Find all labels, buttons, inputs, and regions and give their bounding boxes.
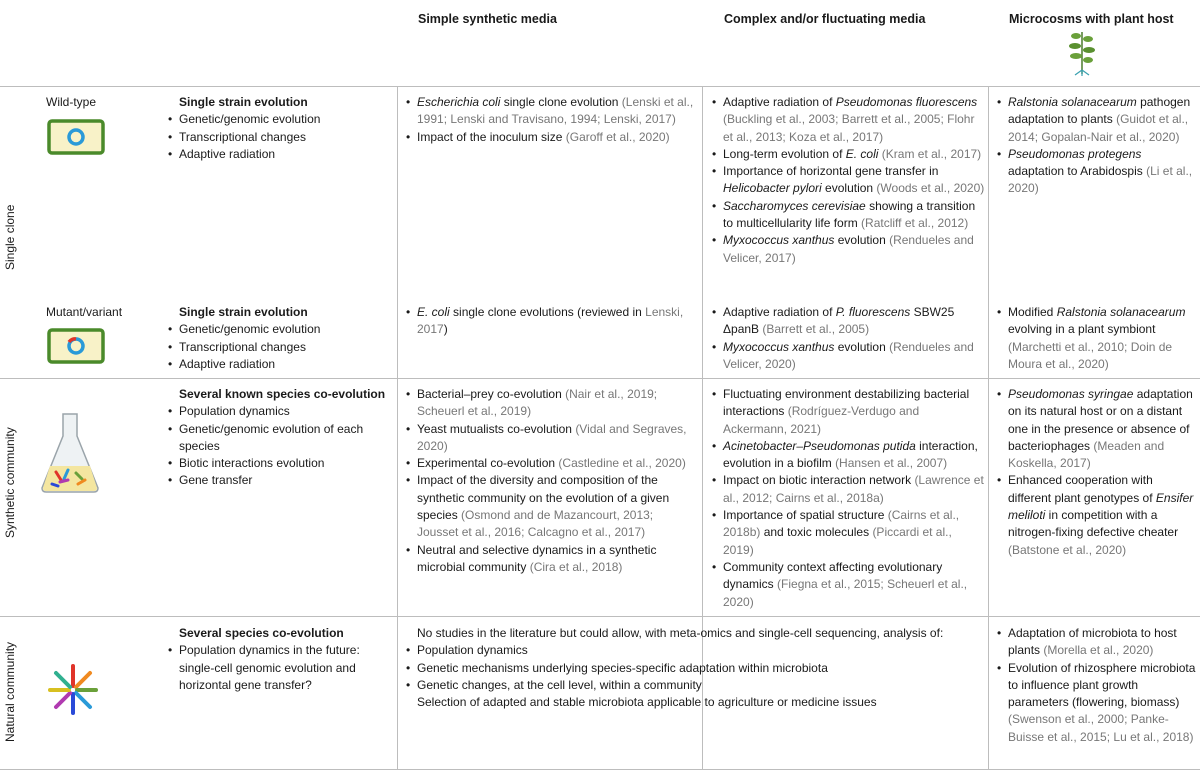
list-item: • Adaptive radiation — [167, 146, 387, 163]
list-item: • Experimental co-evolution (Castledine et al., 2020) — [405, 455, 695, 472]
plant-icon — [1065, 26, 1099, 76]
natural-tail: Selection of adapted and stable microbiota applicable to agriculture or medicine issues — [417, 695, 877, 710]
mutant-simple-cell — [405, 304, 695, 339]
list-item: • Gene transfer — [167, 472, 392, 489]
natural-media-cell — [405, 625, 945, 711]
list-item: • Genetic mechanisms underlying species-specific adaptation within microbiota — [405, 660, 945, 677]
list-item: • Bacterial–prey co-evolution (Nair et al., 2019; Scheuerl et al., 2019) — [405, 386, 695, 421]
list-item: • Pseudomonas protegens adaptation to Arabidospis (Li et al., 2020) — [996, 146, 1196, 198]
list-item: • Adaptive radiation of Pseudomonas fluorescens (Buckling et al., 2003; Barrett et al., 2005; Flohr et al., 2013; Koza et al., 2017) — [711, 94, 985, 146]
list-item: • Genetic/genomic evolution — [167, 111, 387, 128]
list-item: • Population dynamics — [167, 403, 392, 420]
bacterium-cell-icon — [47, 119, 105, 155]
list-item: • Transcriptional changes — [167, 339, 387, 356]
list-item: • Pseudomonas syringae adaptation on its natural host or on a distant one in the presence or absence of bacteriophages (Meaden and Koskella, 2017) — [996, 386, 1196, 472]
list-item: • Genetic/genomic evolution of each species — [167, 421, 392, 456]
mutant-plant-cell — [996, 304, 1196, 373]
list-item: • Genetic changes, at the cell level, within a community — [405, 677, 945, 694]
wild-complex-cell — [711, 94, 985, 267]
list-item: • Transcriptional changes — [167, 129, 387, 146]
group-label-synthetic: Synthetic community — [3, 427, 17, 538]
mutant-title: Single strain evolution — [179, 305, 308, 319]
list-item: • Yeast mutualists co-evolution (Vidal and Segraves, 2020) — [405, 421, 695, 456]
list-item: • Ralstonia solanacearum pathogen adaptation to plants (Guidot et al., 2014; Gopalan-Nair et al., 2020) — [996, 94, 1196, 146]
natural-title: Several species co-evolution — [179, 626, 344, 640]
group-label-natural: Natural community — [3, 641, 17, 742]
synthetic-title: Several known species co-evolution — [179, 387, 386, 401]
synthetic-simple-cell — [405, 386, 695, 576]
wild-plant-cell — [996, 94, 1196, 198]
list-item: • Biotic interactions evolution — [167, 455, 392, 472]
synthetic-complex-cell — [711, 386, 985, 611]
wild-title: Single strain evolution — [179, 95, 308, 109]
list-item: • Adaptive radiation — [167, 356, 387, 373]
list-item: • Myxococcus xanthus evolution (Rendueles and Velicer, 2020) — [711, 339, 985, 374]
list-item: • Population dynamics — [405, 642, 945, 659]
erlenmeyer-flask-icon — [38, 410, 102, 494]
list-item: • E. coli single clone evolutions (reviewed in Lenski, 2017) — [405, 304, 695, 339]
list-item: • Myxococcus xanthus evolution (Rendueles and Velicer, 2017) — [711, 232, 985, 267]
list-item: • Impact of the inoculum size (Garoff et al., 2020) — [405, 129, 695, 146]
list-item: • Evolution of rhizosphere microbiota to influence plant growth parameters (flowering, biomass) (Swenson et al., 2000; Panke-Buisse et al., 2015; Lu et al., 2018) — [996, 660, 1196, 746]
mutant-bacterium-cell-icon — [47, 328, 105, 364]
mutant-section — [167, 304, 387, 373]
list-item: • Modified Ralstonia solanacearum evolving in a plant symbiont (Marchetti et al., 2010; Doin de Moura et al., 2020) — [996, 304, 1196, 373]
list-item: • Neutral and selective dynamics in a synthetic microbial community (Cira et al., 2018) — [405, 542, 695, 577]
list-item: • Population dynamics in the future: single-cell genomic evolution and horizontal gene transfer? — [167, 642, 392, 694]
list-item: • Genetic/genomic evolution — [167, 321, 387, 338]
mutant-complex-cell — [711, 304, 985, 373]
wild-section — [167, 94, 387, 163]
group-label-single-clone: Single clone — [3, 204, 17, 270]
list-item: • Adaptation of microbiota to host plants (Morella et al., 2020) — [996, 625, 1196, 660]
list-item: • Acinetobacter–Pseudomonas putida interaction, evolution in a biofilm (Hansen et al., 2007) — [711, 438, 985, 473]
list-item: • Adaptive radiation of P. fluorescens SBW25 ΔpanB (Barrett et al., 2005) — [711, 304, 985, 339]
natural-intro: No studies in the literature but could allow, with meta-omics and single-cell sequencing, analysis of: — [417, 626, 944, 640]
wild-simple-cell — [405, 94, 695, 146]
list-item: • Long-term evolution of E. coli (Kram et al., 2017) — [711, 146, 985, 163]
natural-section — [167, 625, 392, 694]
label-wild-type: Wild-type — [46, 95, 97, 109]
list-item: • Impact of the diversity and composition of the synthetic community on the evolution of a given species (Osmond and de Mazancourt, 2013; Jousset et al., 2016; Calcagno et al., 2017) — [405, 472, 695, 541]
list-item: • Enhanced cooperation with different plant genotypes of Ensifer meliloti in competition with a nitrogen-fixing defective cheater (Batstone et al., 2020) — [996, 472, 1196, 558]
label-mutant: Mutant/variant — [46, 305, 123, 319]
header-complex-media: Complex and/or fluctuating media — [724, 12, 926, 26]
list-item: • Importance of horizontal gene transfer in Helicobacter pylori evolution (Woods et al., 2020) — [711, 163, 985, 198]
synthetic-section — [167, 386, 392, 490]
list-item: • Escherichia coli single clone evolution (Lenski et al., 1991; Lenski and Travisano, 1994; Lenski, 2017) — [405, 94, 695, 129]
natural-plant-cell — [996, 625, 1196, 746]
header-microcosms: Microcosms with plant host — [1009, 12, 1174, 26]
header-simple-media: Simple synthetic media — [418, 12, 557, 26]
list-item: • Community context affecting evolutionary dynamics (Fiegna et al., 2015; Scheuerl et al., 2020) — [711, 559, 985, 611]
list-item: • Importance of spatial structure (Cairns et al., 2018b) and toxic molecules (Piccardi et al., 2019) — [711, 507, 985, 559]
list-item: • Saccharomyces cerevisiae showing a transition to multicellularity life form (Ratcliff et al., 2012) — [711, 198, 985, 233]
list-item: • Fluctuating environment destabilizing bacterial interactions (Rodríguez-Verdugo and Ackermann, 2021) — [711, 386, 985, 438]
microbial-community-icon — [44, 660, 102, 718]
list-item: • Impact on biotic interaction network (Lawrence et al., 2012; Cairns et al., 2018a) — [711, 472, 985, 507]
synthetic-plant-cell — [996, 386, 1196, 559]
